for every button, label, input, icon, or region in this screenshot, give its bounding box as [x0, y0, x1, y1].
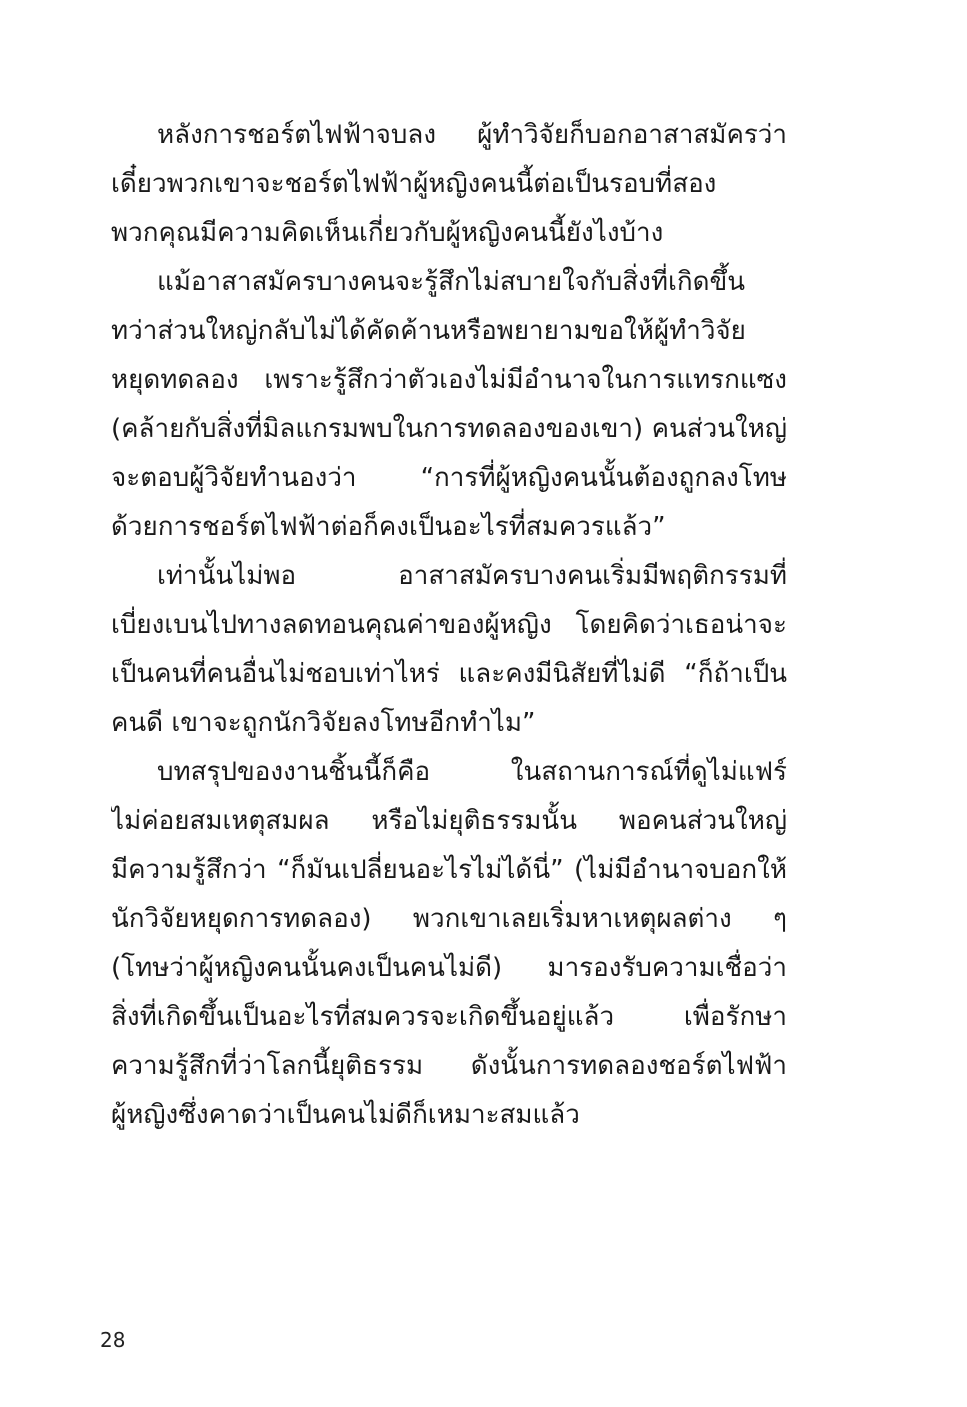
paragraph-3-line-4: คนดี เขาจะถูกนักวิจัยลงโทษอีกทำไม” [111, 708, 536, 738]
paragraph-2-line-4: (คล้ายกับสิ่งที่มิลแกรมพบในการทดลองของเขา) คนส่วนใหญ่ [111, 414, 787, 444]
page-number: 28 [100, 1328, 126, 1352]
paragraph-1-line-2: เดี๋ยวพวกเขาจะชอร์ตไฟฟ้าผู้หญิงคนนี้ต่อเป็นรอบที่สอง [111, 169, 717, 199]
paragraph-1-line-1: หลังการชอร์ตไฟฟ้าจบลง ผู้ทำวิจัยก็บอกอาสาสมัครว่า [157, 120, 787, 150]
paragraph-4-line-7: ความรู้สึกที่ว่าโลกนี้ยุติธรรม ดังนั้นการทดลองชอร์ตไฟฟ้า [111, 1051, 787, 1081]
paragraph-3-line-1: เท่านั้นไม่พอ อาสาสมัครบางคนเริ่มมีพฤติกรรมที่ [157, 561, 787, 591]
paragraph-2-line-2: ทว่าส่วนใหญ่กลับไม่ได้คัดค้านหรือพยายามขอให้ผู้ทำวิจัย [111, 316, 746, 346]
paragraph-4-line-2: ไม่ค่อยสมเหตุสมผล หรือไม่ยุติธรรมนั้น พอคนส่วนใหญ่ [111, 806, 787, 836]
paragraph-3-line-2: เบี่ยงเบนไปทางลดทอนคุณค่าของผู้หญิง โดยคิดว่าเธอน่าจะ [111, 610, 787, 640]
paragraph-4-line-8: ผู้หญิงซึ่งคาดว่าเป็นคนไม่ดีก็เหมาะสมแล้ว [111, 1100, 580, 1130]
paragraph-4-line-4: นักวิจัยหยุดการทดลอง) พวกเขาเลยเริ่มหาเหตุผลต่าง ๆ [111, 904, 787, 934]
paragraph-1-line-3: พวกคุณมีความคิดเห็นเกี่ยวกับผู้หญิงคนนี้ยังไงบ้าง [111, 218, 664, 248]
paragraph-4-line-3: มีความรู้สึกว่า “ก็มันเปลี่ยนอะไรไม่ได้นี่” (ไม่มีอำนาจบอกให้ [111, 855, 787, 885]
paragraph-2-line-3: หยุดทดลอง เพราะรู้สึกว่าตัวเองไม่มีอำนาจในการแทรกแซง [111, 365, 787, 395]
paragraph-4-line-6: สิ่งที่เกิดขึ้นเป็นอะไรที่สมควรจะเกิดขึ้นอยู่แล้ว เพื่อรักษา [111, 1002, 787, 1032]
paragraph-4-line-1: บทสรุปของงานชิ้นนี้ก็คือ ในสถานการณ์ที่ดูไม่แฟร์ [157, 757, 787, 787]
paragraph-2-line-1: แม้อาสาสมัครบางคนจะรู้สึกไม่สบายใจกับสิ่งที่เกิดขึ้น [157, 267, 746, 297]
paragraph-4-line-5: (โทษว่าผู้หญิงคนนั้นคงเป็นคนไม่ดี) มารองรับความเชื่อว่า [111, 953, 787, 983]
paragraph-2-line-6: ด้วยการชอร์ตไฟฟ้าต่อก็คงเป็นอะไรที่สมควรแล้ว” [111, 512, 666, 542]
paragraph-2-line-5: จะตอบผู้วิจัยทำนองว่า “การที่ผู้หญิงคนนั้นต้องถูกลงโทษ [111, 463, 787, 493]
paragraph-3-line-3: เป็นคนที่คนอื่นไม่ชอบเท่าไหร่ และคงมีนิสัยที่ไม่ดี “ก็ถ้าเป็น [111, 659, 787, 689]
